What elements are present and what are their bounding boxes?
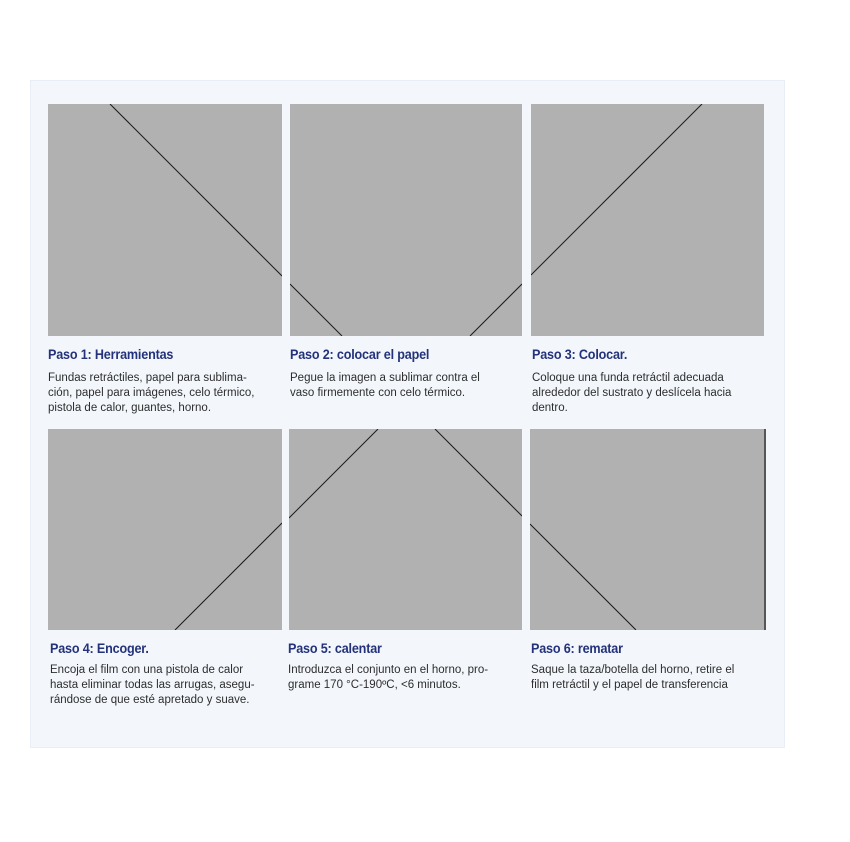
step-4-title: Paso 4: Encoger. <box>50 640 149 656</box>
step-3-title: Paso 3: Colocar. <box>532 346 628 362</box>
step-3-line: alrededor del sustrato y deslícela hacia <box>532 387 732 399</box>
step-4-line: Encoja el film con una pistola de calor <box>50 664 244 676</box>
step-6-image <box>530 429 766 630</box>
step-4-line: hasta eliminar todas las arrugas, asegu- <box>50 679 255 691</box>
step-5-image <box>289 429 522 630</box>
step-2-line: Pegue la imagen a sublimar contra el <box>290 372 480 384</box>
step-6-description <box>531 663 771 693</box>
step-3-line: dentro. <box>532 402 568 414</box>
step-2-description <box>290 371 530 401</box>
step-3-line: Coloque una funda retráctil adecuada <box>532 372 724 384</box>
step-5-title: Paso 5: calentar <box>288 640 382 656</box>
step-1-image <box>48 104 282 336</box>
step-4-image <box>48 429 282 630</box>
step-6-title: Paso 6: rematar <box>531 640 623 656</box>
step-6-line: film retráctil y el papel de transferencia <box>531 679 728 691</box>
step-4-line: rándose de que esté apretado y suave. <box>50 694 250 706</box>
step-1-line: Fundas retráctiles, papel para sublima- <box>48 372 247 384</box>
step-1-description <box>48 371 288 416</box>
step-3-image <box>531 104 764 336</box>
step-6-line: Saque la taza/botella del horno, retire el <box>531 664 735 676</box>
step-4-description <box>50 663 290 708</box>
step-3-description <box>532 371 772 416</box>
step-5-line: grame 170 °C-190ºC, <6 minutos. <box>288 679 461 691</box>
step-1-title: Paso 1: Herramientas <box>48 346 174 362</box>
step-5-description <box>288 663 528 693</box>
step-2-line: vaso firmemente con celo térmico. <box>290 387 466 399</box>
step-5-line: Introduzca el conjunto en el horno, pro- <box>288 664 489 676</box>
step-1-line: ción, papel para imágenes, celo térmico, <box>48 387 255 399</box>
step-1-line: pistola de calor, guantes, horno. <box>48 402 212 414</box>
step-2-image <box>290 104 522 336</box>
step-2-title: Paso 2: colocar el papel <box>290 346 430 362</box>
